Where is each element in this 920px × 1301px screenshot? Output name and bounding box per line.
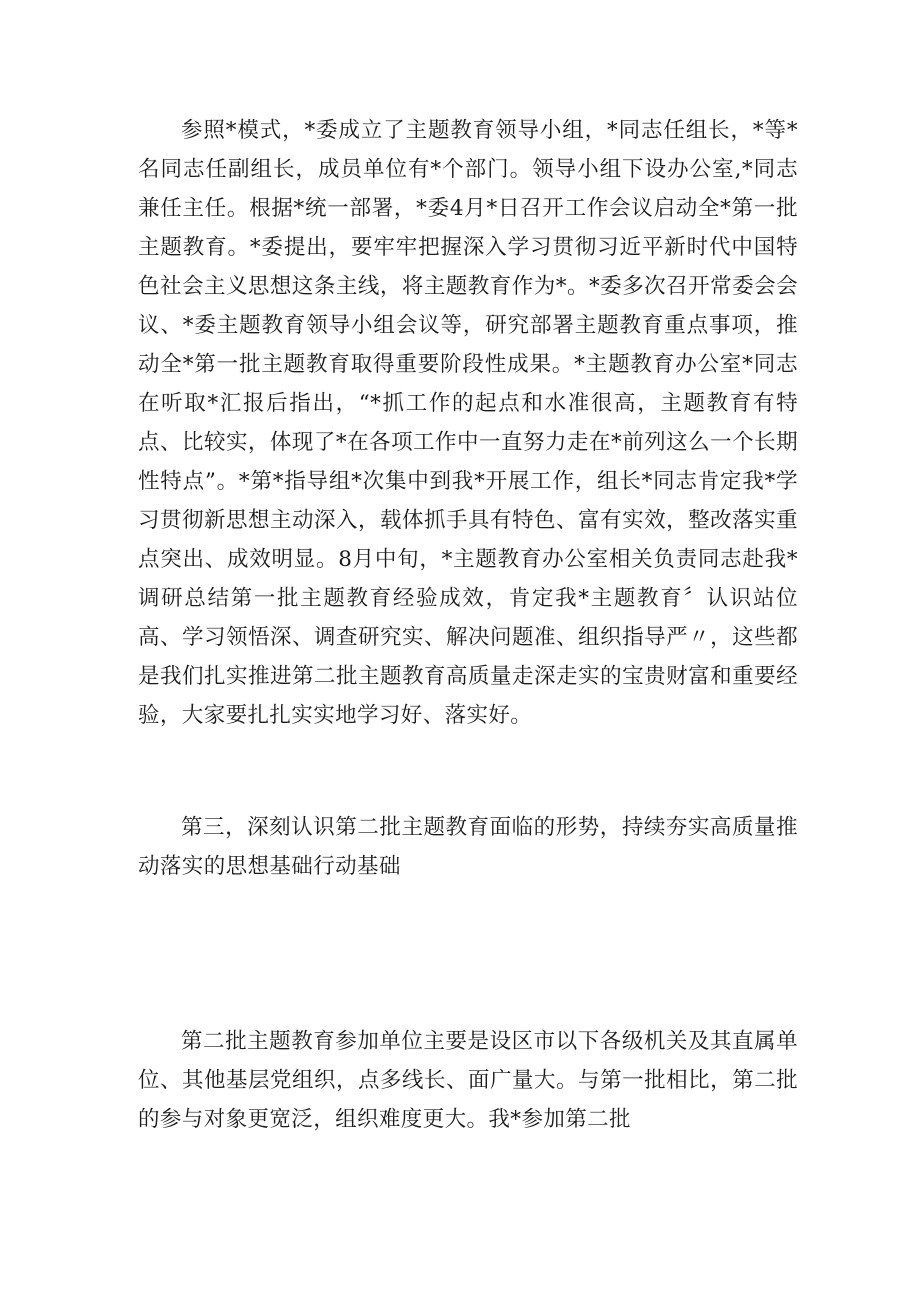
body-paragraph-1: 参照*模式，*委成立了主题教育领导小组，*同志任组长，*等*名同志任副组长，成员单位有*个部门。领导小组下设办公室,*同志兼任主任。根据*统一部署，*委4月*日召开工作会议启动全*第一批主题教育。*委提出，要牢牢把握深入学习贯彻习近平新时代中国特色社会主义思想这条主线，将主题教育作为*。*委多次召开常委会会议、*委主题教育领导小组会议等，研究部署主题教育重点事项，推动全*第一批主题教育取得重要阶段性成果。*主题教育办公室*同志在听取*汇报后指出，“*抓工作的起点和水准很高，主题教育有特点、比较实，体现了*在各项工作中一直努力走在*前列这么一个长期性特点”。*第*指导组*次集中到我*开展工作，组长*同志肯定我*学习贯彻新思想主动深入，载体抓手具有特色、富有实效，整改落实重点突出、成效明显。8月中旬，*主题教育办公室相关负责同志赴我*调研总结第一批主题教育经验成效，肯定我*主题教育〞认识站位高、学习领悟深、调查研究实、解决问题准、组织指导严〃，这些都是我们扎实推进第二批主题教育高质量走深走实的宝贵财富和重要经验，大家要扎扎实实地学习好、落实好。 [138,118,798,728]
body-paragraph-2: 第二批主题教育参加单位主要是设区市以下各级机关及其直属单位、其他基层党组织，点多线长、面广量大。与第一批相比，第二批的参与对象更宽泛，组织难度更大。我*参加第二批 [138,1029,798,1132]
section-heading-third: 第三，深刻认识第二批主题教育面临的形势，持续夯实高质量推动落实的思想基础行动基础 [138,815,798,879]
